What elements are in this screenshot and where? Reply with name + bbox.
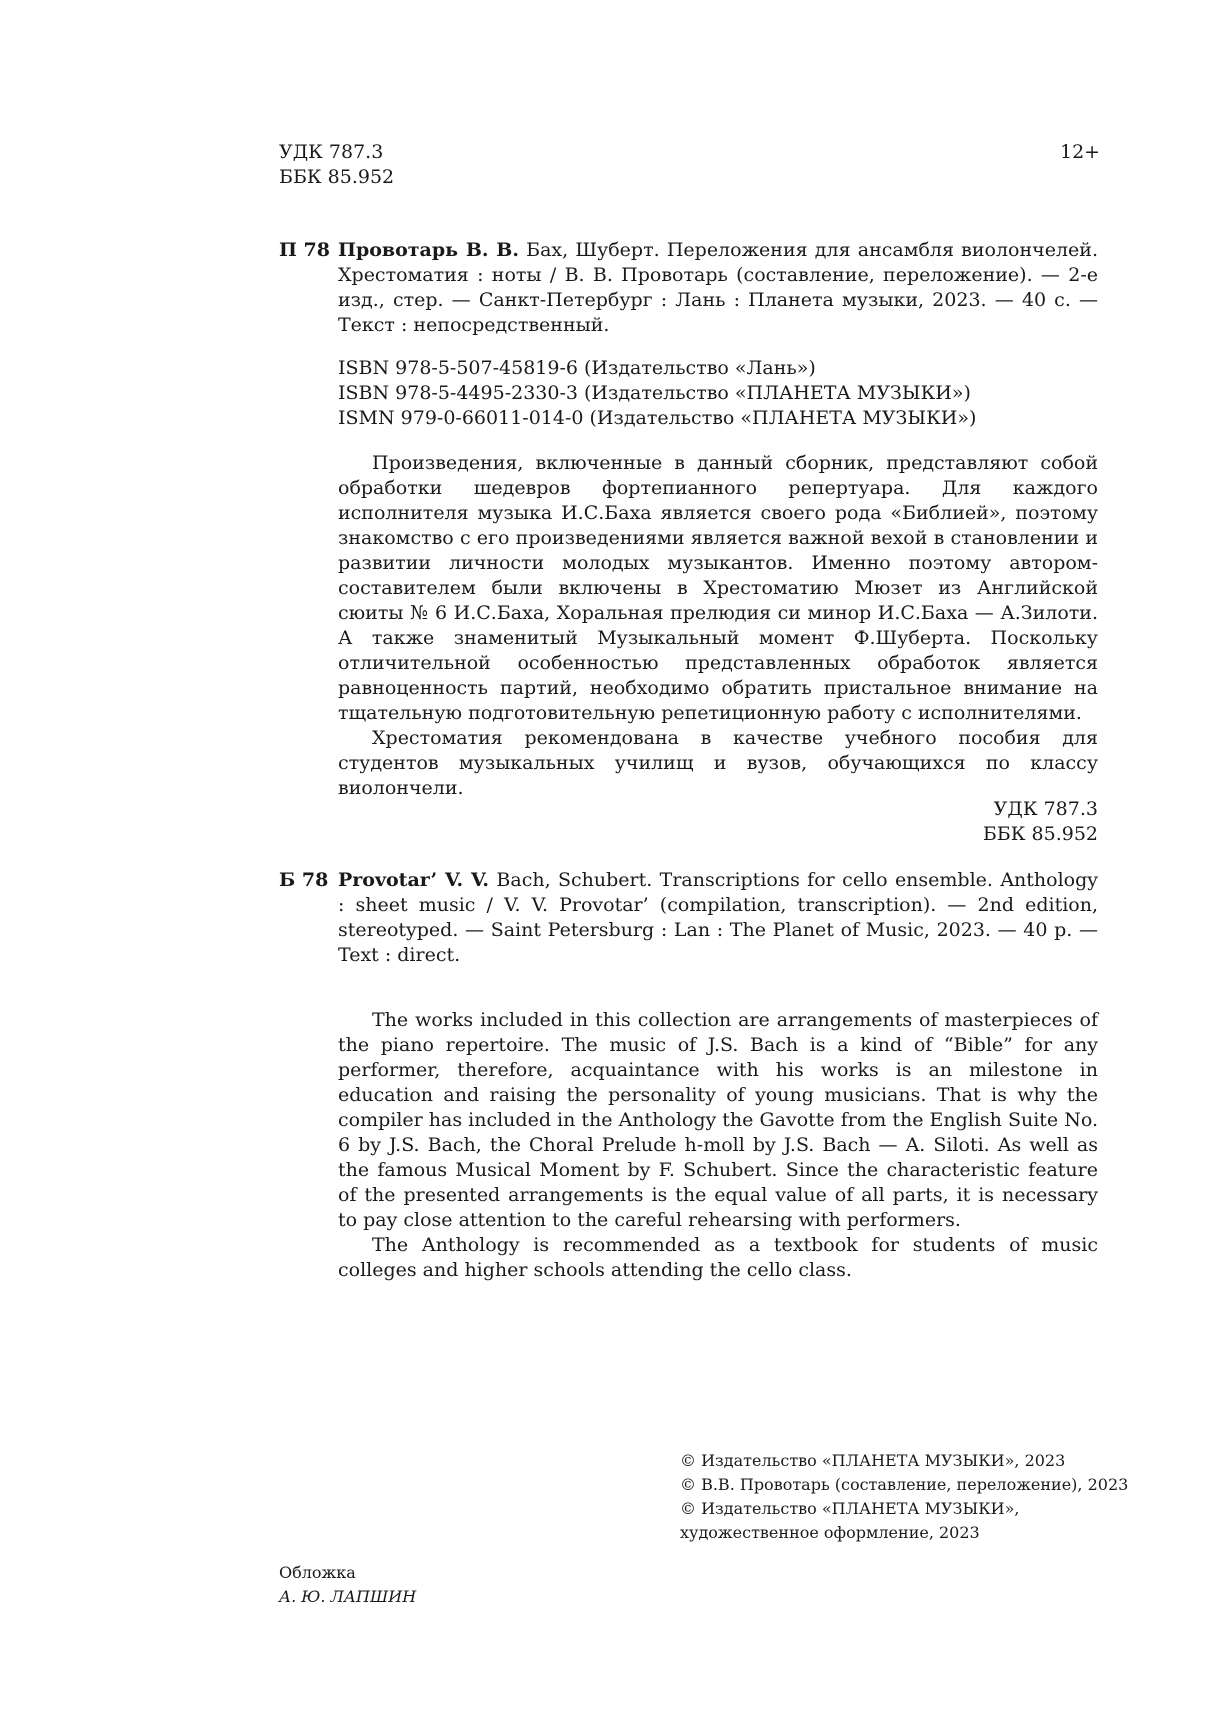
copyright-line-2: © В.В. Провотарь (составление, переложение), 2023: [680, 1475, 1129, 1494]
copyright-line-3: © Издательство «ПЛАНЕТА МУЗЫКИ»,: [680, 1499, 1020, 1518]
ru-abstract-paragraph-2: Хрестоматия рекомендована в качестве учебного пособия для студентов музыкальных училищ и вузов, обучающихся по классу виолончели.: [338, 727, 1098, 799]
isbn-planeta: ISBN 978-5-4495-2330-3 (Издательство «ПЛАНЕТА МУЗЫКИ»): [338, 382, 971, 404]
ru-abstract: [338, 451, 1098, 801]
en-entry-author: Provotar’ V. V.: [338, 869, 490, 891]
en-abstract: [338, 1008, 1098, 1283]
copyright-block: [680, 1449, 1128, 1545]
ru-udk: УДК 787.3: [993, 798, 1098, 820]
header-bbk: ББК 85.952: [279, 166, 395, 188]
age-rating: 12+: [1060, 141, 1101, 163]
ru-entry-description: Бах, Шуберт. Переложения для ансамбля виолончелей. Хрестоматия : ноты / В. В. Провотарь (составление, переложение). — 2-е изд., стер. — Санкт-Петербург : Лань : Планета музыки, 2023. — 40 с. — Текст : непосредственный.: [338, 239, 1098, 336]
header-udk: УДК 787.3: [279, 141, 384, 163]
cover-artist: А. Ю. ЛАПШИН: [279, 1587, 417, 1606]
cover-label: Обложка: [279, 1563, 356, 1582]
en-entry-code: Б 78: [279, 869, 329, 891]
en-entry-description: Bach, Schubert. Transcriptions for cello ensemble. Anthology : sheet music / V. V. Provotar’ (compilation, transcription). — 2nd edition, stereotyped. — Saint Petersburg : Lan : The Planet of Music, 2023. — 40 p. — Text : direct.: [338, 869, 1098, 966]
isbn-lan: ISBN 978-5-507-45819-6 (Издательство «Лань»): [338, 357, 816, 379]
header-classification: [279, 140, 394, 190]
ru-entry-record: [338, 238, 1098, 338]
ru-classification: [838, 797, 1098, 847]
ru-entry-code: П 78: [279, 239, 330, 261]
cover-credit: [279, 1561, 416, 1609]
ru-bbk: ББК 85.952: [982, 823, 1098, 845]
isbn-list: [338, 356, 976, 431]
copyright-line-1: © Издательство «ПЛАНЕТА МУЗЫКИ», 2023: [680, 1451, 1066, 1470]
copyright-line-4: художественное оформление, 2023: [680, 1523, 980, 1542]
ru-abstract-paragraph-1: Произведения, включенные в данный сборник, представляют собой обработки шедевров фортепианного репертуара. Для каждого исполнителя музыка И.С.Баха является своего рода «Библией», поэтому знакомство с его произведениями является важной вехой в становлении и развитии личности молодых музыкантов. Именно поэтому автором-составителем были включены в Хрестоматию Мюзет из Английской сюиты № 6 И.С.Баха, Хоральная прелюдия си минор И.С.Баха — А.Зилоти. А также знаменитый Музыкальный момент Ф.Шуберта. Поскольку отличительной особенностью представленных обработок является равноценность партий, необходимо обратить пристальное внимание на тщательную подготовительную репетиционную работу с исполнителями.: [338, 452, 1098, 724]
en-entry-record: [338, 868, 1098, 968]
en-abstract-paragraph-2: The Anthology is recommended as a textbook for students of music colleges and higher schools attending the cello class.: [338, 1234, 1098, 1281]
ismn-planeta: ISMN 979-0-66011-014-0 (Издательство «ПЛАНЕТА МУЗЫКИ»): [338, 407, 977, 429]
en-abstract-paragraph-1: The works included in this collection are arrangements of masterpieces of the piano repertoire. The music of J.S. Bach is a kind of “Bible” for any performer, therefore, acquaintance with his works is an milestone in education and raising the personality of young musicians. That is why the compiler has included in the Anthology the Gavotte from the English Suite No. 6 by J.S. Bach, the Choral Prelude h-moll by J.S. Bach — A. Siloti. As well as the famous Musical Moment by F. Schubert. Since the characteristic feature of the presented arrangements is the equal value of all parts, it is necessary to pay close attention to the careful rehearsing with performers.: [338, 1009, 1098, 1231]
ru-entry-author: Провотарь В. В.: [338, 239, 519, 261]
